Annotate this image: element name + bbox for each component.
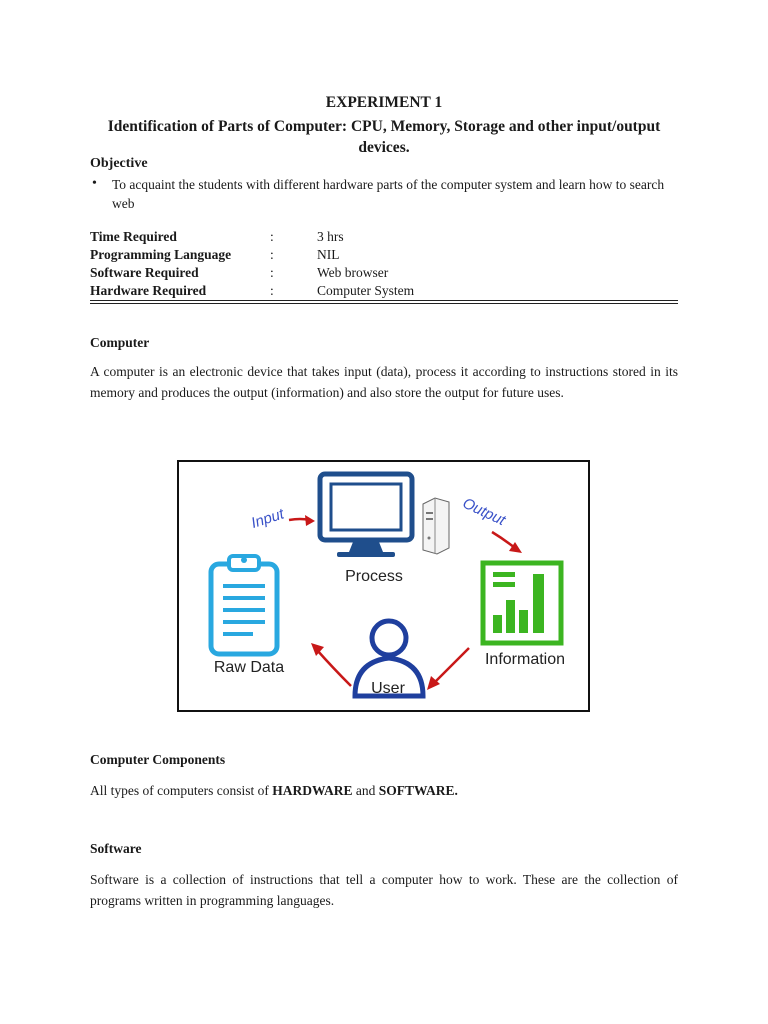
experiment-title: EXPERIMENT 1 [325,94,443,111]
requirement-label: Hardware Required [90,283,207,298]
software-paragraph: Software is a collection of instructions that tell a computer how to work. These are the collection of programs written in programming languages. [90,872,678,908]
objective-bullet: To acquaint the students with different hardware parts of the computer system and learn how to search web [112,177,665,211]
information-chart-icon [483,563,561,643]
software-term: SOFTWARE. [378,783,458,798]
requirement-label: Software Required [90,265,199,280]
input-label: Input [249,505,287,532]
information-label: Information [484,651,566,668]
output-label: Output [459,494,508,530]
computer-paragraph: A computer is an electronic device that takes input (data), process it according to instructions stored in its memory and produces the output (information) and also store the output for future uses. [90,364,678,400]
components-text-prefix: All types of computers consist of [90,783,273,798]
raw-data-label: Raw Data [213,659,285,676]
hardware-term: HARDWARE [272,783,353,798]
requirement-row [90,283,678,301]
requirement-value: 3 hrs [317,229,344,244]
requirement-colon: : [270,283,274,298]
requirement-row [90,229,678,247]
requirement-colon: : [270,247,274,262]
divider-line [90,300,678,301]
divider-line [90,303,678,304]
experiment-subtitle: Identification of Parts of Computer: CPU, Memory, Storage and other input/output devices. [107,118,661,156]
requirement-value: NIL [317,247,340,262]
computer-heading: Computer [90,335,150,350]
requirement-colon: : [270,229,274,244]
requirement-row [90,247,678,265]
requirement-label: Programming Language [90,247,232,262]
requirement-colon: : [270,265,274,280]
bullet-icon: • [92,176,97,191]
components-heading: Computer Components [90,752,226,767]
process-label: Process [345,568,403,585]
requirement-label: Time Required [90,229,177,244]
cpu-tower-icon [423,498,449,554]
requirement-value: Web browser [317,265,389,280]
objective-heading: Objective [90,156,148,171]
components-text-and: and [352,783,379,798]
software-heading: Software [90,841,142,856]
computer-cycle-diagram [177,460,590,712]
components-paragraph [90,780,678,801]
requirement-row [90,265,678,283]
raw-data-clipboard-icon [211,556,277,654]
requirement-value: Computer System [317,283,415,298]
user-label: User [371,680,405,697]
